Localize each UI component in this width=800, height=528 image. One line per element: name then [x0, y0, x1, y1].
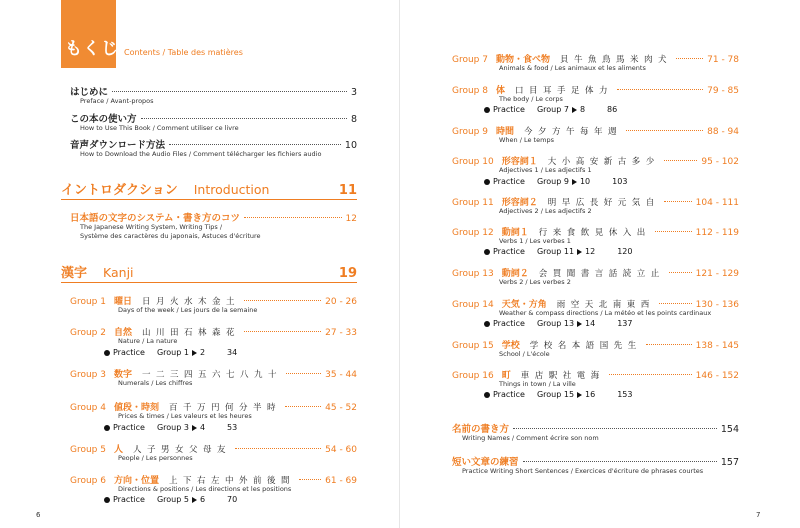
group-pages: 146 - 152 — [695, 371, 739, 381]
group-label: Group 16 — [452, 371, 494, 381]
section-title-en: Introduction — [193, 182, 270, 197]
section-rule — [61, 199, 357, 200]
practice-page: 137 — [617, 319, 633, 328]
leader-dots — [299, 479, 321, 480]
group-label: Group 10 — [452, 157, 494, 167]
practice-range-start: Group 9 — [536, 177, 569, 186]
leader-dots — [617, 89, 703, 90]
group-pages: 121 - 129 — [695, 269, 739, 279]
group-kanji: 行来食飲見休入出 — [538, 228, 651, 238]
arrow-right-icon — [577, 392, 582, 398]
group-topic: 動物・食べ物 — [496, 55, 551, 65]
leader-dots — [513, 428, 717, 429]
toc-group-2[interactable] — [70, 325, 357, 338]
section-rule — [61, 282, 357, 283]
entry-subtitle: Preface / Avant-propos — [80, 97, 154, 105]
leader-dots — [669, 272, 692, 273]
entry-subtitle-line1: The Japanese Writing System, Writing Tips / — [80, 223, 223, 231]
group-topic: 体 — [496, 86, 506, 96]
contents-logo: もくじ — [65, 39, 119, 59]
section-page: 11 — [338, 183, 357, 198]
group-topic: 時間 — [496, 127, 515, 137]
group-topic: 数字 — [114, 370, 133, 380]
group-subtitle: Animals & food / Les animaux et les aliments — [499, 64, 646, 72]
practice-label: Practice — [493, 390, 525, 399]
group-topic: 自然 — [114, 328, 133, 338]
practice-page: 34 — [227, 348, 238, 357]
practice-range-start: Group 3 — [156, 423, 189, 432]
entry-title: この本の使い方 — [70, 114, 137, 125]
group-subtitle: Prices & times / Les valeurs et les heures — [118, 412, 252, 420]
section-title-jp: イントロダクション — [61, 183, 178, 198]
arrow-right-icon — [572, 179, 577, 185]
group-subtitle: Things in town / La ville — [499, 380, 576, 388]
group-subtitle: The body / Le corps — [499, 95, 563, 103]
leader-dots — [169, 144, 341, 145]
group-pages: 130 - 136 — [695, 300, 739, 310]
leader-dots — [659, 303, 692, 304]
practice-entry-9-10[interactable] — [484, 177, 627, 186]
group-kanji: 今夕方午每年週 — [524, 127, 623, 137]
leader-dots — [646, 344, 692, 345]
practice-range-start: Group 5 — [156, 495, 189, 504]
toc-entry-audio[interactable] — [70, 137, 357, 151]
group-subtitle: Numerals / Les chiffres — [118, 379, 193, 387]
group-kanji: 口目耳手足体力 — [515, 86, 614, 96]
group-subtitle: School / L'école — [499, 350, 550, 358]
section-title-en: Kanji — [103, 265, 134, 280]
group-topic: 天気・方角 — [501, 300, 547, 310]
toc-entry-short-sentences[interactable] — [452, 454, 739, 468]
section-title-jp: 漢字 — [61, 266, 88, 281]
practice-page: 86 — [607, 105, 618, 114]
leader-dots — [676, 58, 703, 59]
practice-range-end: 10 — [579, 177, 591, 186]
bullet-icon — [104, 425, 110, 431]
group-label: Group 15 — [452, 341, 494, 351]
toc-entry-preface[interactable] — [70, 84, 357, 98]
practice-label: Practice — [493, 319, 525, 328]
practice-range-end: 14 — [585, 319, 596, 328]
group-subtitle: Verbs 2 / Les verbes 2 — [499, 278, 571, 286]
toc-group-15[interactable] — [452, 338, 739, 351]
leader-dots — [286, 373, 321, 374]
group-label: Group 4 — [70, 403, 106, 413]
group-pages: 138 - 145 — [695, 341, 739, 351]
practice-entry-13-14[interactable] — [484, 319, 633, 328]
toc-entry-writing-system[interactable] — [70, 210, 357, 224]
group-pages: 71 - 78 — [707, 55, 739, 65]
group-kanji: 雨空天北南東西 — [556, 300, 655, 310]
group-subtitle: Days of the week / Les jours de la semaine — [118, 306, 258, 314]
entry-subtitle: How to Use This Book / Comment utiliser ce livre — [80, 124, 239, 132]
group-topic: 町 — [501, 371, 511, 381]
arrow-right-icon — [192, 425, 197, 431]
group-topic: 学校 — [501, 341, 520, 351]
entry-title: 音声ダウンロード方法 — [70, 140, 166, 151]
toc-group-3[interactable] — [70, 367, 357, 380]
toc-group-9[interactable] — [452, 124, 739, 137]
group-subtitle: Adjectives 1 / Les adjectifs 1 — [499, 166, 592, 174]
group-kanji: 人子男女父母友 — [133, 445, 232, 455]
practice-label: Practice — [113, 348, 145, 357]
group-topic: 形容詞２ — [501, 198, 538, 208]
group-pages: 104 - 111 — [695, 198, 739, 208]
group-kanji: 会買聞書言話読立止 — [538, 269, 665, 279]
practice-range-start: Group 7 — [536, 105, 569, 114]
toc-group-10[interactable] — [452, 154, 739, 167]
entry-page: 8 — [350, 114, 357, 125]
practice-range-end: 16 — [585, 390, 596, 399]
leader-dots — [141, 118, 347, 119]
toc-group-5[interactable] — [70, 442, 357, 455]
practice-entry-7-8[interactable] — [484, 105, 617, 114]
practice-range-end: 4 — [199, 423, 206, 432]
leader-dots — [244, 300, 321, 301]
section-kanji[interactable] — [61, 262, 357, 281]
group-subtitle: Verbs 1 / Les verbes 1 — [499, 237, 571, 245]
group-pages: 112 - 119 — [695, 228, 739, 238]
group-label: Group 1 — [70, 297, 106, 307]
entry-subtitle-line2: Système des caractères du japonais, Astuces d'écriture — [80, 232, 261, 240]
leader-dots — [285, 406, 321, 407]
group-pages: 79 - 85 — [707, 86, 739, 96]
group-pages: 35 - 44 — [325, 370, 357, 380]
group-label: Group 9 — [452, 127, 488, 137]
bullet-icon — [104, 350, 110, 356]
group-topic: 動詞２ — [501, 269, 529, 279]
group-topic: 動詞１ — [501, 228, 529, 238]
practice-label: Practice — [113, 495, 145, 504]
group-label: Group 13 — [452, 269, 494, 279]
group-subtitle: Directions & positions / Les directions et les positions — [118, 485, 292, 493]
practice-label: Practice — [493, 105, 525, 114]
group-pages: 45 - 52 — [325, 403, 357, 413]
entry-page: 12 — [345, 214, 357, 224]
practice-range-start: Group 11 — [536, 247, 575, 256]
entry-page: 154 — [720, 424, 739, 435]
entry-subtitle: Practice Writing Short Sentences / Exercices d'écriture de phrases courtes — [462, 467, 704, 475]
practice-label: Practice — [493, 247, 525, 256]
group-subtitle: People / Les personnes — [118, 454, 193, 462]
practice-range-start: Group 1 — [156, 348, 189, 357]
group-kanji: 大小高安新古多少 — [547, 157, 660, 167]
toc-group-12[interactable] — [452, 225, 739, 238]
group-subtitle: Nature / La nature — [118, 337, 178, 345]
practice-range-end: 6 — [199, 495, 206, 504]
group-kanji: 上下右左中外前後間 — [169, 476, 296, 486]
practice-page: 70 — [227, 495, 238, 504]
practice-entry-3-4[interactable] — [104, 423, 237, 432]
group-label: Group 2 — [70, 328, 106, 338]
group-pages: 54 - 60 — [325, 445, 357, 455]
entry-page: 10 — [344, 140, 357, 151]
arrow-right-icon — [577, 321, 582, 327]
group-kanji: 貝牛魚鳥馬米肉犬 — [560, 55, 673, 65]
group-kanji: 一二三四五六七八九十 — [142, 370, 283, 380]
group-pages: 27 - 33 — [325, 328, 357, 338]
group-label: Group 14 — [452, 300, 494, 310]
toc-group-13[interactable] — [452, 266, 739, 279]
practice-range-start: Group 15 — [536, 390, 575, 399]
entry-page: 157 — [720, 457, 739, 468]
leader-dots — [626, 130, 703, 131]
group-label: Group 11 — [452, 198, 494, 208]
practice-entry-5-6[interactable] — [104, 495, 237, 504]
entry-title: はじめに — [70, 87, 109, 98]
arrow-right-icon — [577, 249, 582, 255]
group-pages: 88 - 94 — [707, 127, 739, 137]
page-number-right: 7 — [756, 511, 761, 519]
group-kanji: 学校名本語国先生 — [529, 341, 642, 351]
practice-label: Practice — [493, 177, 525, 186]
group-label: Group 12 — [452, 228, 494, 238]
group-pages: 61 - 69 — [325, 476, 357, 486]
toc-entry-how-to-use[interactable] — [70, 111, 357, 125]
entry-title: 名前の書き方 — [452, 424, 510, 435]
practice-entry-1-2[interactable] — [104, 348, 237, 357]
group-label: Group 6 — [70, 476, 106, 486]
leader-dots — [244, 217, 341, 218]
bullet-icon — [484, 392, 490, 398]
leader-dots — [664, 201, 692, 202]
bullet-icon — [484, 107, 490, 113]
group-label: Group 3 — [70, 370, 106, 380]
toc-group-8[interactable] — [452, 83, 739, 96]
leader-dots — [664, 160, 698, 161]
entry-page: 3 — [350, 87, 357, 98]
bullet-icon — [484, 179, 490, 185]
group-kanji: 山川田石林森花 — [142, 328, 241, 338]
arrow-right-icon — [192, 350, 197, 356]
arrow-right-icon — [572, 107, 577, 113]
group-subtitle: Adjectives 2 / Les adjectifs 2 — [499, 207, 592, 215]
practice-page: 153 — [617, 390, 633, 399]
practice-range-end: 12 — [585, 247, 596, 256]
practice-range-end: 2 — [199, 348, 206, 357]
group-subtitle: When / Le temps — [499, 136, 554, 144]
practice-page: 53 — [227, 423, 238, 432]
group-label: Group 5 — [70, 445, 106, 455]
group-kanji: 車店駅社電海 — [520, 371, 605, 381]
toc-entry-writing-names[interactable] — [452, 421, 739, 435]
group-pages: 20 - 26 — [325, 297, 357, 307]
section-introduction[interactable] — [61, 179, 357, 198]
leader-dots — [655, 231, 692, 232]
group-kanji: 日月火水木金土 — [142, 297, 241, 307]
group-subtitle: Weather & compass directions / La météo et les points cardinaux — [499, 309, 712, 317]
group-topic: 曜日 — [114, 297, 133, 307]
group-kanji: 明早広長好元気自 — [547, 198, 660, 208]
bullet-icon — [484, 321, 490, 327]
toc-group-16[interactable] — [452, 368, 739, 381]
group-topic: 方向・位置 — [114, 476, 160, 486]
practice-entry-15-16[interactable] — [484, 390, 633, 399]
group-topic: 人 — [114, 445, 124, 455]
practice-range-start: Group 13 — [536, 319, 575, 328]
entry-title: 短い文章の練習 — [452, 457, 519, 468]
practice-page: 103 — [612, 177, 628, 186]
bullet-icon — [484, 249, 490, 255]
right-page — [400, 0, 800, 528]
group-topic: 値段・時刻 — [114, 403, 160, 413]
group-topic: 形容詞１ — [501, 157, 538, 167]
leader-dots — [244, 331, 321, 332]
leader-dots — [112, 91, 347, 92]
group-pages: 95 - 102 — [701, 157, 739, 167]
arrow-right-icon — [192, 497, 197, 503]
leader-dots — [235, 448, 321, 449]
leader-dots — [523, 461, 717, 462]
bullet-icon — [104, 497, 110, 503]
entry-title: 日本語の文字のシステム・書き方のコツ — [70, 213, 241, 224]
toc-group-11[interactable] — [452, 195, 739, 208]
page-number-left: 6 — [36, 511, 41, 519]
group-label: Group 7 — [452, 55, 488, 65]
practice-page: 120 — [617, 247, 633, 256]
entry-subtitle: How to Download the Audio Files / Comment télécharger les fichiers audio — [80, 150, 322, 158]
practice-entry-11-12[interactable] — [484, 247, 633, 256]
entry-subtitle: Writing Names / Comment écrire son nom — [462, 434, 599, 442]
practice-label: Practice — [113, 423, 145, 432]
leader-dots — [609, 374, 692, 375]
group-kanji: 百千万円何分半時 — [169, 403, 282, 413]
contents-subtitle: Contents / Table des matières — [124, 48, 243, 57]
group-label: Group 8 — [452, 86, 488, 96]
section-page: 19 — [338, 266, 357, 281]
practice-range-end: 8 — [579, 105, 586, 114]
